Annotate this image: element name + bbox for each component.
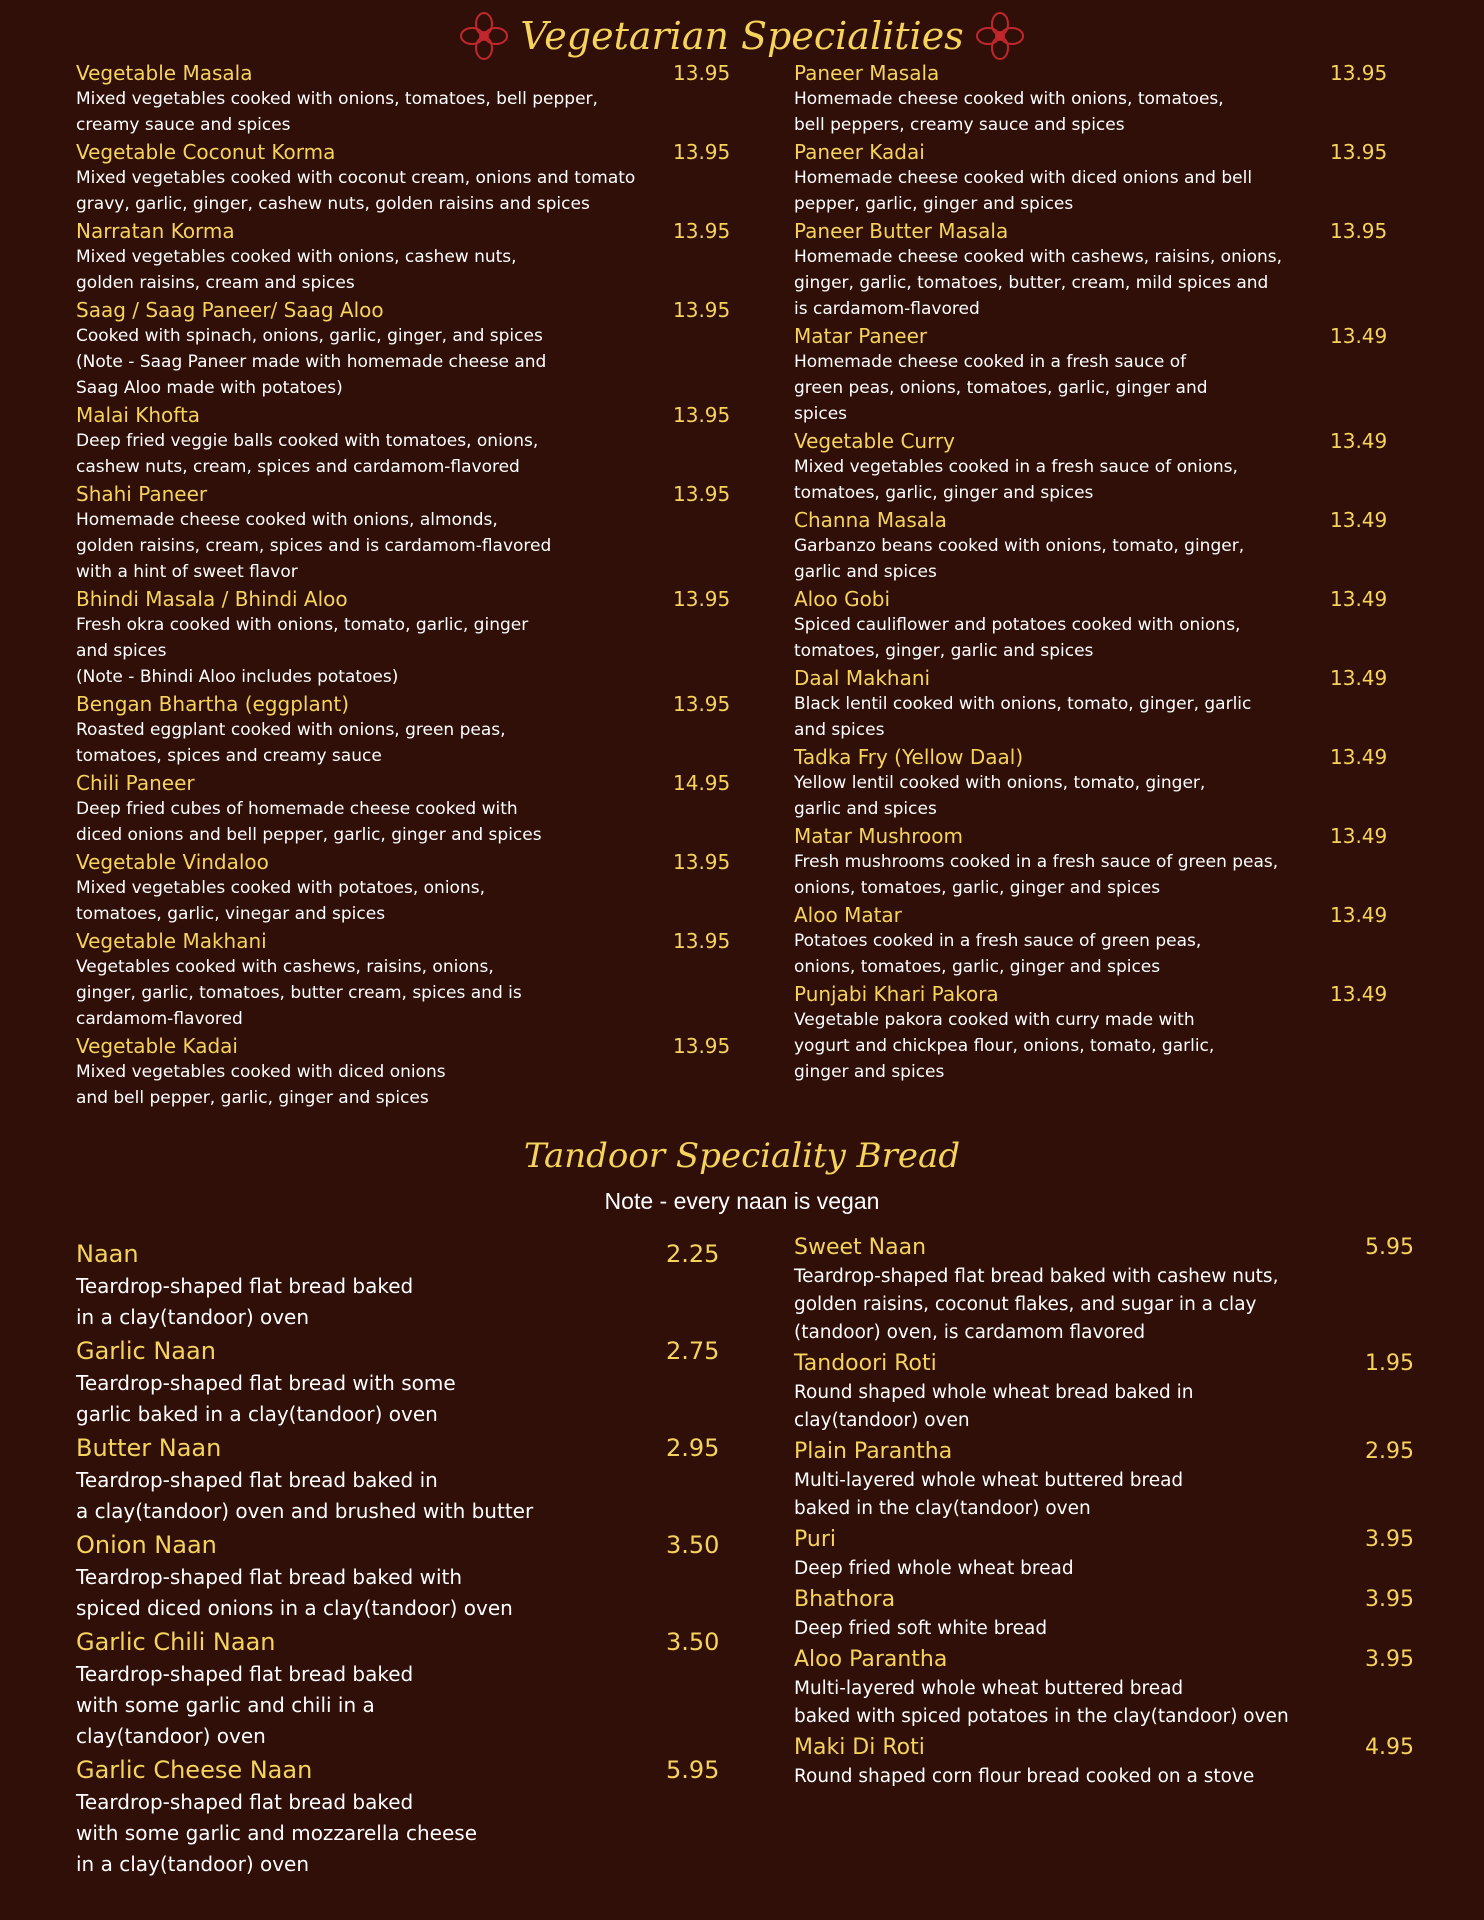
menu-item-price: 2.95	[1365, 1439, 1414, 1464]
menu-item-description: Yellow lentil cooked with onions, tomato, ginger, garlic and spices	[794, 773, 1206, 819]
menu-item-price: 14.95	[673, 771, 731, 795]
menu-item	[76, 402, 731, 480]
menu-item-name: Garlic Chili Naan	[76, 1628, 276, 1656]
menu-item-description: Homemade cheese cooked with onions, almonds, golden raisins, cream, spices and is cardamom-flavored with a hint of sweet flavor	[76, 510, 552, 582]
menu-item	[794, 744, 1414, 822]
menu-item-description: Potatoes cooked in a fresh sauce of green peas, onions, tomatoes, garlic, ginger and spices	[794, 931, 1202, 977]
menu-item-price: 13.95	[1330, 219, 1388, 243]
menu-item	[794, 1585, 1444, 1643]
menu-item-name: Paneer Kadai	[794, 140, 925, 164]
menu-item	[76, 770, 731, 848]
menu-item	[794, 1645, 1444, 1731]
menu-item-description: Round shaped corn flour bread cooked on a stove	[794, 1766, 1255, 1787]
menu-item-price: 5.95	[666, 1756, 720, 1784]
menu-item-name: Chili Paneer	[76, 771, 195, 795]
menu-item	[76, 139, 731, 217]
menu-item-name: Aloo Matar	[794, 903, 902, 927]
menu-item-description: Mixed vegetables cooked with coconut cream, onions and tomato gravy, garlic, ginger, cashew nuts, golden raisins and spices	[76, 168, 636, 214]
menu-item-price: 13.95	[673, 850, 731, 874]
menu-item	[794, 823, 1414, 901]
menu-item-price: 3.95	[1365, 1587, 1414, 1612]
menu-item-price: 13.95	[673, 929, 731, 953]
menu-item-name: Garlic Cheese Naan	[76, 1756, 313, 1784]
menu-item-name: Plain Parantha	[794, 1439, 953, 1464]
menu-item	[794, 323, 1414, 427]
menu-item-name: Aloo Gobi	[794, 587, 891, 611]
menu-item	[794, 507, 1414, 585]
menu-item	[794, 428, 1414, 506]
menu-item	[794, 218, 1414, 322]
menu-item-description: Homemade cheese cooked with diced onions and bell pepper, garlic, ginger and spices	[794, 168, 1253, 214]
menu-item-description: Vegetable pakora cooked with curry made with yogurt and chickpea flour, onions, tomato, garlic, ginger and spices	[794, 1010, 1215, 1082]
menu-item-description: Deep fried cubes of homemade cheese cooked with diced onions and bell pepper, garlic, ginger and spices	[76, 799, 542, 845]
menu-item-name: Onion Naan	[76, 1531, 217, 1559]
menu-item-description: Teardrop-shaped flat bread baked with some garlic and mozzarella cheese in a clay(tandoor) oven	[76, 1790, 478, 1876]
menu-item-description: Teardrop-shaped flat bread baked with some garlic and chili in a clay(tandoor) oven	[76, 1662, 414, 1748]
menu-item-description: Deep fried whole wheat bread	[794, 1558, 1074, 1579]
menu-item	[76, 691, 731, 769]
menu-item-name: Tadka Fry (Yellow Daal)	[794, 745, 1024, 769]
menu-item-price: 13.95	[673, 482, 731, 506]
menu-item-description: Fresh mushrooms cooked in a fresh sauce of green peas, onions, tomatoes, garlic, ginger and spices	[794, 852, 1279, 898]
menu-item-name: Saag / Saag Paneer/ Saag Aloo	[76, 298, 384, 322]
menu-item-price: 13.95	[673, 61, 731, 85]
menu-item	[794, 1733, 1444, 1791]
menu-item-name: Narratan Korma	[76, 219, 235, 243]
menu-item-description: Round shaped whole wheat bread baked in clay(tandoor) oven	[794, 1382, 1194, 1431]
menu-item-name: Malai Khofta	[76, 403, 201, 427]
menu-item-name: Vegetable Coconut Korma	[76, 140, 336, 164]
menu-item-description: Mixed vegetables cooked with onions, cashew nuts, golden raisins, cream and spices	[76, 247, 517, 293]
bread-right-column	[794, 1233, 1444, 1793]
menu-item	[76, 218, 731, 296]
menu-item	[794, 665, 1414, 743]
menu-item-price: 13.49	[1330, 508, 1388, 532]
menu-item-name: Matar Paneer	[794, 324, 928, 348]
menu-item-name: Butter Naan	[76, 1434, 222, 1462]
menu-item-description: Deep fried veggie balls cooked with tomatoes, onions, cashew nuts, cream, spices and cardamom-flavored	[76, 431, 539, 477]
menu-item-price: 13.95	[673, 140, 731, 164]
hibiscus-flower-icon	[458, 10, 510, 62]
menu-item	[76, 1237, 736, 1333]
menu-item-price: 2.25	[666, 1240, 720, 1268]
menu-item-price: 13.95	[673, 298, 731, 322]
menu-item-description: Mixed vegetables cooked with diced onions and bell pepper, garlic, ginger and spices	[76, 1062, 446, 1108]
menu-item-description: Spiced cauliflower and potatoes cooked with onions, tomatoes, ginger, garlic and spices	[794, 615, 1241, 661]
menu-item-price: 13.95	[673, 1034, 731, 1058]
menu-item	[76, 481, 731, 585]
menu-item-name: Maki Di Roti	[794, 1735, 925, 1760]
veg-title-text: Vegetarian Specialities	[520, 14, 964, 58]
menu-item-price: 4.95	[1365, 1735, 1414, 1760]
menu-item-name: Naan	[76, 1240, 139, 1268]
menu-item	[794, 1233, 1444, 1347]
menu-item-name: Tandoori Roti	[794, 1351, 937, 1376]
menu-item-description: Teardrop-shaped flat bread baked in a clay(tandoor) oven and brushed with butter	[76, 1468, 534, 1523]
menu-item	[794, 1437, 1444, 1523]
menu-item-name: Sweet Naan	[794, 1235, 927, 1260]
menu-item-description: Fresh okra cooked with onions, tomato, garlic, ginger and spices (Note - Bhindi Aloo includes potatoes)	[76, 615, 529, 687]
menu-item-description: Multi-layered whole wheat buttered bread baked with spiced potatoes in the clay(tandoor) oven	[794, 1678, 1289, 1727]
menu-item-description: Teardrop-shaped flat bread baked with spiced diced onions in a clay(tandoor) oven	[76, 1565, 513, 1620]
menu-item-name: Vegetable Kadai	[76, 1034, 238, 1058]
menu-item-name: Channa Masala	[794, 508, 947, 532]
menu-item-name: Punjabi Khari Pakora	[794, 982, 999, 1006]
menu-item	[76, 849, 731, 927]
menu-item-description: Teardrop-shaped flat bread baked with cashew nuts, golden raisins, coconut flakes, and sugar in a clay (tandoor) oven, is cardamom flavored	[794, 1266, 1279, 1343]
menu-item-price: 13.49	[1330, 745, 1388, 769]
menu-item-price: 13.95	[673, 403, 731, 427]
menu-item-name: Paneer Butter Masala	[794, 219, 1009, 243]
menu-item-description: Deep fried soft white bread	[794, 1618, 1048, 1639]
menu-item-name: Vegetable Masala	[76, 61, 253, 85]
menu-item-price: 13.95	[1330, 61, 1388, 85]
menu-item-name: Matar Mushroom	[794, 824, 963, 848]
menu-item	[76, 297, 731, 401]
bread-left-column	[76, 1237, 736, 1881]
menu-item-description: Teardrop-shaped flat bread with some garlic baked in a clay(tandoor) oven	[76, 1371, 456, 1426]
menu-item-description: Mixed vegetables cooked with potatoes, onions, tomatoes, garlic, vinegar and spices	[76, 878, 485, 924]
menu-item	[76, 1528, 736, 1624]
menu-item	[794, 586, 1414, 664]
menu-item-description: Teardrop-shaped flat bread baked in a clay(tandoor) oven	[76, 1274, 414, 1329]
menu-item	[76, 928, 731, 1032]
menu-item-price: 1.95	[1365, 1351, 1414, 1376]
menu-item-price: 3.95	[1365, 1527, 1414, 1552]
menu-item	[76, 1033, 731, 1111]
menu-item	[76, 1334, 736, 1430]
menu-item-description: Mixed vegetables cooked in a fresh sauce of onions, tomatoes, garlic, ginger and spices	[794, 457, 1238, 503]
menu-item-description: Black lentil cooked with onions, tomato, ginger, garlic and spices	[794, 694, 1252, 740]
menu-item-price: 13.49	[1330, 903, 1388, 927]
menu-item-price: 5.95	[1365, 1235, 1414, 1260]
menu-item-price: 13.49	[1330, 982, 1388, 1006]
menu-item-name: Garlic Naan	[76, 1337, 216, 1365]
menu-item-name: Aloo Parantha	[794, 1647, 948, 1672]
menu-item	[794, 1349, 1444, 1435]
veg-right-column	[794, 60, 1414, 1086]
menu-item-description: Vegetables cooked with cashews, raisins, onions, ginger, garlic, tomatoes, butter cream, spices and is cardamom-flavored	[76, 957, 522, 1029]
menu-item-price: 13.49	[1330, 587, 1388, 611]
menu-item	[794, 139, 1414, 217]
menu-item-price: 2.75	[666, 1337, 720, 1365]
menu-item-price: 3.50	[666, 1628, 720, 1656]
menu-item	[794, 981, 1414, 1085]
vegan-note: Note - every naan is vegan	[604, 1188, 880, 1214]
menu-item-price: 3.95	[1365, 1647, 1414, 1672]
menu-item-price: 13.49	[1330, 324, 1388, 348]
menu-item-price: 13.95	[673, 587, 731, 611]
menu-item-name: Bengan Bhartha (eggplant)	[76, 692, 350, 716]
menu-item-price: 13.95	[1330, 140, 1388, 164]
menu-item	[76, 1431, 736, 1527]
menu-item-price: 13.49	[1330, 666, 1388, 690]
menu-item-name: Shahi Paneer	[76, 482, 208, 506]
menu-item	[794, 902, 1414, 980]
menu-item-description: Homemade cheese cooked in a fresh sauce of green peas, onions, tomatoes, garlic, ginger and spices	[794, 352, 1208, 424]
menu-item-name: Daal Makhani	[794, 666, 931, 690]
menu-item-description: Garbanzo beans cooked with onions, tomato, ginger, garlic and spices	[794, 536, 1245, 582]
veg-left-column	[76, 60, 731, 1112]
menu-item-price: 13.49	[1330, 824, 1388, 848]
menu-item-description: Roasted eggplant cooked with onions, green peas, tomatoes, spices and creamy sauce	[76, 720, 506, 766]
menu-item	[794, 1525, 1444, 1583]
menu-item-price: 2.95	[666, 1434, 720, 1462]
menu-item-name: Vegetable Makhani	[76, 929, 267, 953]
menu-item-price: 3.50	[666, 1531, 720, 1559]
menu-item-description: Homemade cheese cooked with onions, tomatoes, bell peppers, creamy sauce and spices	[794, 89, 1224, 135]
menu-item	[794, 60, 1414, 138]
menu-item-name: Bhathora	[794, 1587, 896, 1612]
menu-item-description: Cooked with spinach, onions, garlic, ginger, and spices (Note - Saag Paneer made with homemade cheese and Saag Aloo made with potatoes)	[76, 326, 547, 398]
menu-item-description: Multi-layered whole wheat buttered bread baked in the clay(tandoor) oven	[794, 1470, 1184, 1519]
bread-section-title: Tandoor Speciality Bread	[523, 1136, 961, 1176]
menu-item	[76, 1753, 736, 1880]
menu-item	[76, 586, 731, 690]
hibiscus-flower-icon	[974, 10, 1026, 62]
menu-item-price: 13.49	[1330, 429, 1388, 453]
menu-item-description: Mixed vegetables cooked with onions, tomatoes, bell pepper, creamy sauce and spices	[76, 89, 598, 135]
menu-item-name: Vegetable Curry	[794, 429, 956, 453]
menu-item-name: Vegetable Vindaloo	[76, 850, 269, 874]
menu-item	[76, 60, 731, 138]
menu-item-name: Paneer Masala	[794, 61, 940, 85]
menu-item-name: Puri	[794, 1527, 836, 1552]
menu-item-price: 13.95	[673, 692, 731, 716]
menu-item-name: Bhindi Masala / Bhindi Aloo	[76, 587, 348, 611]
menu-item-description: Homemade cheese cooked with cashews, raisins, onions, ginger, garlic, tomatoes, butter, cream, mild spices and is cardamom-flavored	[794, 247, 1283, 319]
menu-item-price: 13.95	[673, 219, 731, 243]
menu-item	[76, 1625, 736, 1752]
